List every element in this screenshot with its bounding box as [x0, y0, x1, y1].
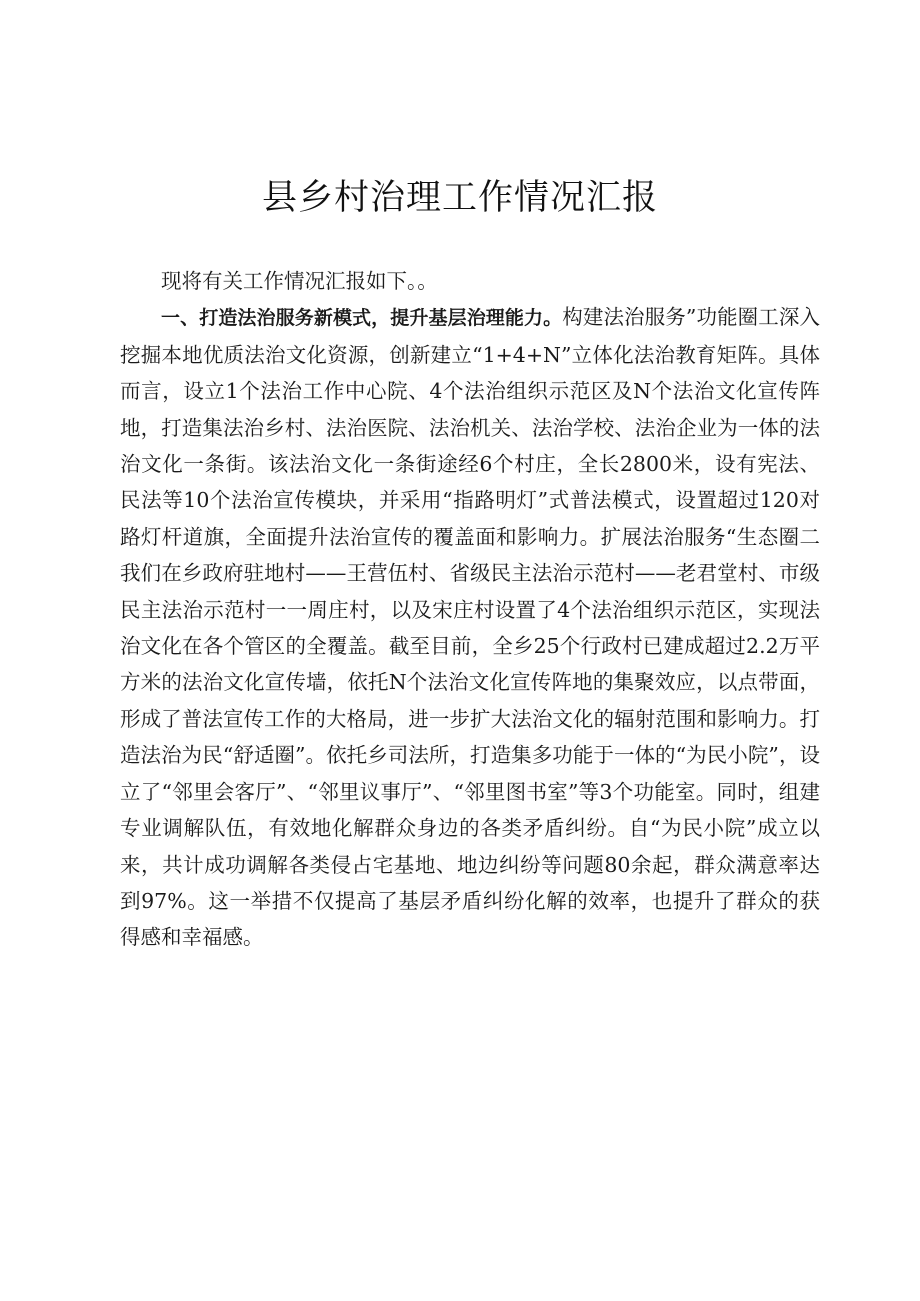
section-1-heading: 一、打造法治服务新模式，提升基层治理能力。: [161, 307, 563, 330]
section-1-body: 构建法治服务”功能圈工深入挖掘本地优质法治文化资源，创新建立“1+4+N”立体化法治教育矩阵。具体而言，设立1个法治工作中心院、4个法治组织示范区及N个法治文化宣传阵地，打造集法治乡村、法治医院、法治机关、法治学校、法治企业为一体的法治文化一条街。该法治文化一条街途经6个村庄，全长2800米，设有宪法、民法等10个法治宣传模块，并采用“指路明灯”式普法模式，设置超过120对路灯杆道旗，全面提升法治宣传的覆盖面和影响力。扩展法治服务“生态圈二我们在乡政府驻地村——王营伍村、省级民主法治示范村——老君堂村、市级民主法治示范村一一周庄村，以及宋庄村设置了4个法治组织示范区，实现法治文化在各个管区的全覆盖。截至目前，全乡25个行政村已建成超过2.2万平方米的法治文化宣传墙，依托N个法治文化宣传阵地的集聚效应，以点带面，形成了普法宣传工作的大格局，进一步扩大法治文化的辐射范围和影响力。打造法治为民“舒适圈”。依托乡司法所，打造集多功能于一体的“为民小院”，设立了“邻里会客厅”、“邻里议事厅”、“邻里图书室”等3个功能室。同时，组建专业调解队伍，有效地化解群众身边的各类矛盾纠纷。自“为民小院”成立以来，共计成功调解各类侵占宅基地、地边纠纷等问题80余起，群众满意率达到97%。这一举措不仅提高了基层矛盾纠纷化解的效率，也提升了群众的获得感和幸福感。: [120, 305, 820, 950]
document-title: 县乡村治理工作情况汇报: [261, 178, 658, 218]
intro-paragraph: 现将有关工作情况汇报如下。。: [161, 269, 438, 293]
section-1-paragraph: [120, 299, 820, 955]
document-body: [120, 263, 820, 956]
